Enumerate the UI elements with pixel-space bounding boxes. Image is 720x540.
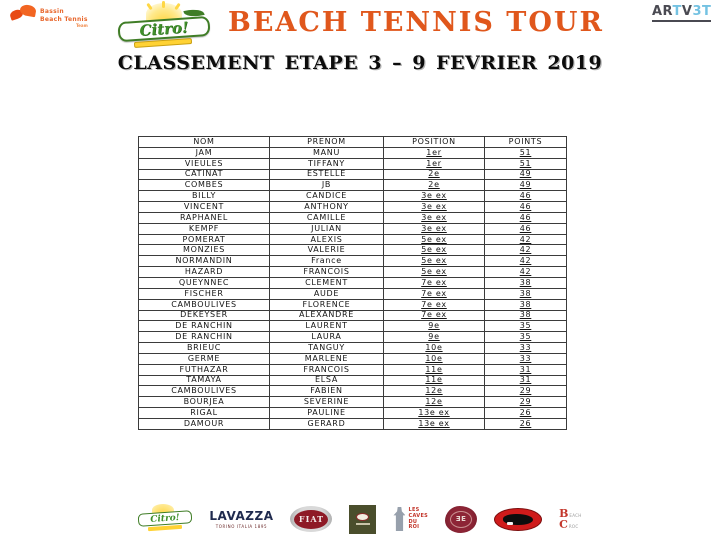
- cell-points: 35: [485, 332, 567, 343]
- cell-points: 33: [485, 353, 567, 364]
- cell-nom: DEKEYSER: [139, 310, 270, 321]
- sponsor-red-oval-boar-logo: [494, 508, 542, 531]
- cell-points: 42: [485, 256, 567, 267]
- cell-nom: COMBES: [139, 180, 270, 191]
- cell-nom: BOURJEA: [139, 397, 270, 408]
- cell-position: 11e: [384, 375, 485, 386]
- citro-wordmark: Citro!: [150, 512, 181, 525]
- cell-prenom: FRANCOIS: [270, 364, 384, 375]
- table-row: [139, 147, 567, 158]
- cell-prenom: TANGUY: [270, 343, 384, 354]
- table-row: [139, 202, 567, 213]
- cell-nom: BILLY: [139, 191, 270, 202]
- table-row: [139, 158, 567, 169]
- column-header-prenom: PRENOM: [270, 137, 384, 148]
- table-row: [139, 256, 567, 267]
- cell-prenom: CAMILLE: [270, 212, 384, 223]
- cell-prenom: VALERIE: [270, 245, 384, 256]
- cell-points: 29: [485, 386, 567, 397]
- cell-points: 46: [485, 223, 567, 234]
- cell-position: 2e: [384, 169, 485, 180]
- cell-prenom: MANU: [270, 147, 384, 158]
- sun-ray-icon: [162, 1, 165, 8]
- cell-nom: GERME: [139, 353, 270, 364]
- table-row: [139, 299, 567, 310]
- cell-prenom: ELSA: [270, 375, 384, 386]
- cell-nom: VINCENT: [139, 202, 270, 213]
- club-logo-line1: Bassin: [40, 8, 64, 15]
- bc-letter-b: B: [559, 507, 569, 520]
- cell-nom: MONZIES: [139, 245, 270, 256]
- cell-points: 38: [485, 288, 567, 299]
- cell-position: 13e ex: [384, 408, 485, 419]
- sponsor-fiat-logo: [290, 506, 332, 532]
- table-row: [139, 364, 567, 375]
- cell-nom: CAMBOULIVES: [139, 386, 270, 397]
- cell-prenom: PAULINE: [270, 408, 384, 419]
- table-row: [139, 288, 567, 299]
- cell-points: 26: [485, 408, 567, 419]
- bc-small-text: ROC: [568, 524, 579, 529]
- cell-prenom: CLEMENT: [270, 277, 384, 288]
- cell-nom: CAMBOULIVES: [139, 299, 270, 310]
- cell-nom: KEMPF: [139, 223, 270, 234]
- club-logo-text: [40, 8, 88, 28]
- table-row: [139, 321, 567, 332]
- olive-emblem-icon: [356, 513, 369, 521]
- tower-icon: [393, 507, 405, 531]
- artvbt-seg: AR: [652, 4, 673, 19]
- lavazza-wordmark: LAVAZZA: [209, 508, 274, 524]
- table-row: [139, 245, 567, 256]
- artvbt-seg: T: [701, 4, 712, 19]
- cell-position: 7e ex: [384, 299, 485, 310]
- cell-nom: CATINAT: [139, 169, 270, 180]
- cell-position: 10e: [384, 353, 485, 364]
- cell-prenom: France: [270, 256, 384, 267]
- column-header-position: POSITION: [384, 137, 485, 148]
- citro-tagline-strip: [148, 525, 182, 531]
- cell-position: 3e ex: [384, 212, 485, 223]
- club-logo: [8, 4, 118, 34]
- cell-position: 7e ex: [384, 310, 485, 321]
- column-header-nom: NOM: [139, 137, 270, 148]
- cell-position: 5e ex: [384, 267, 485, 278]
- cell-nom: DE RANCHIN: [139, 321, 270, 332]
- cell-prenom: AUDE: [270, 288, 384, 299]
- bc-letter-c: C: [559, 518, 568, 531]
- table-row: [139, 169, 567, 180]
- cell-nom: RIGAL: [139, 408, 270, 419]
- table-row: [139, 397, 567, 408]
- cell-nom: FISCHER: [139, 288, 270, 299]
- cell-position: 11e: [384, 364, 485, 375]
- cell-points: 31: [485, 364, 567, 375]
- cell-position: 9e: [384, 321, 485, 332]
- cell-points: 51: [485, 147, 567, 158]
- tour-title: BEACH TENNIS TOUR: [228, 7, 604, 38]
- caves-text: [408, 508, 428, 531]
- bc-small-text: EACH: [569, 513, 582, 518]
- table-row: [139, 408, 567, 419]
- sponsor-olive-square-logo: [349, 505, 376, 534]
- cell-points: 46: [485, 212, 567, 223]
- caves-line1: LES: [408, 507, 420, 513]
- table-row: [139, 212, 567, 223]
- cell-points: 49: [485, 169, 567, 180]
- cell-position: 1er: [384, 147, 485, 158]
- cell-nom: VIEULES: [139, 158, 270, 169]
- cell-points: 46: [485, 191, 567, 202]
- cell-points: 42: [485, 267, 567, 278]
- cell-points: 38: [485, 299, 567, 310]
- table-row: [139, 310, 567, 321]
- cell-nom: RAPHANEL: [139, 212, 270, 223]
- olive-logo-text-line: [356, 523, 370, 525]
- cell-prenom: LAURA: [270, 332, 384, 343]
- sponsor-bc-text-logo: [559, 508, 582, 530]
- artvbt-seg: V: [681, 4, 693, 19]
- sponsor-citro-logo: [138, 504, 192, 534]
- cell-points: 31: [485, 375, 567, 386]
- cell-prenom: SEVERINE: [270, 397, 384, 408]
- cell-position: 5e ex: [384, 245, 485, 256]
- cell-points: 38: [485, 310, 567, 321]
- citro-banner: [117, 16, 210, 42]
- sponsors-strip: [0, 500, 720, 538]
- table-row: [139, 277, 567, 288]
- table-header-row: [139, 137, 567, 148]
- cell-nom: HAZARD: [139, 267, 270, 278]
- ranking-table-container: [138, 136, 566, 430]
- cell-nom: JAM: [139, 147, 270, 158]
- table-row: [139, 223, 567, 234]
- cell-prenom: JB: [270, 180, 384, 191]
- citro-wordmark: Citro!: [138, 18, 190, 40]
- fiat-wordmark: FIAT: [294, 510, 328, 529]
- cell-nom: TAMAYA: [139, 375, 270, 386]
- cell-position: 1er: [384, 158, 485, 169]
- cell-nom: POMERAT: [139, 234, 270, 245]
- artvbt-seg: 3: [692, 4, 702, 19]
- club-logo-line2: Beach Tennis: [40, 15, 88, 23]
- cell-prenom: ANTHONY: [270, 202, 384, 213]
- cell-prenom: GERARD: [270, 418, 384, 429]
- cell-prenom: FABIEN: [270, 386, 384, 397]
- caves-line4: ROI: [408, 524, 420, 531]
- cell-points: 26: [485, 418, 567, 429]
- club-logo-line3: Team: [75, 23, 88, 28]
- table-row: [139, 343, 567, 354]
- citro-logo: [116, 3, 218, 49]
- table-row: [139, 180, 567, 191]
- cell-position: 12e: [384, 397, 485, 408]
- caves-line2: CAVES: [408, 512, 429, 519]
- cell-position: 13e ex: [384, 418, 485, 429]
- page-title: CLASSEMENT ETAPE 3 – 9 FEVRIER 2019: [117, 52, 603, 74]
- cell-prenom: ESTELLE: [270, 169, 384, 180]
- cell-prenom: ALEXANDRE: [270, 310, 384, 321]
- cell-points: 29: [485, 397, 567, 408]
- cell-prenom: MARLENE: [270, 353, 384, 364]
- cell-prenom: FLORENCE: [270, 299, 384, 310]
- cell-nom: QUEYNNEC: [139, 277, 270, 288]
- ranking-table: [138, 136, 567, 430]
- seal-monogram: ƎE: [450, 511, 472, 528]
- cell-nom: NORMANDIN: [139, 256, 270, 267]
- table-row: [139, 191, 567, 202]
- table-row: [139, 353, 567, 364]
- cell-position: 7e ex: [384, 288, 485, 299]
- boar-logo-text: [507, 522, 513, 525]
- cell-points: 49: [485, 180, 567, 191]
- cell-points: 46: [485, 202, 567, 213]
- artvbt-logo: [652, 4, 711, 22]
- cell-position: 3e ex: [384, 202, 485, 213]
- caves-line3: DU: [408, 518, 418, 525]
- cell-prenom: ALEXIS: [270, 234, 384, 245]
- cell-position: 2e: [384, 180, 485, 191]
- cell-position: 3e ex: [384, 223, 485, 234]
- cell-prenom: LAURENT: [270, 321, 384, 332]
- sponsor-les-caves-du-roi-logo: [393, 507, 428, 531]
- cell-position: 7e ex: [384, 277, 485, 288]
- sponsor-wax-seal-logo: [445, 506, 477, 533]
- cell-position: 9e: [384, 332, 485, 343]
- cell-nom: DAMOUR: [139, 418, 270, 429]
- table-row: [139, 267, 567, 278]
- table-row: [139, 386, 567, 397]
- artvbt-seg: T: [672, 4, 682, 19]
- cell-nom: DE RANCHIN: [139, 332, 270, 343]
- citro-banner: [138, 510, 193, 527]
- cell-prenom: JULIAN: [270, 223, 384, 234]
- lavazza-subtext: TORINO ITALIA 1895: [215, 524, 268, 529]
- cell-prenom: FRANCOIS: [270, 267, 384, 278]
- cell-position: 5e ex: [384, 256, 485, 267]
- cell-position: 5e ex: [384, 234, 485, 245]
- cell-points: 33: [485, 343, 567, 354]
- cell-nom: BRIEUC: [139, 343, 270, 354]
- cell-prenom: CANDICE: [270, 191, 384, 202]
- cell-points: 35: [485, 321, 567, 332]
- cell-nom: FUTHAZAR: [139, 364, 270, 375]
- cell-points: 42: [485, 245, 567, 256]
- sponsor-lavazza-logo: [209, 509, 273, 529]
- cell-position: 12e: [384, 386, 485, 397]
- table-row: [139, 332, 567, 343]
- table-row: [139, 375, 567, 386]
- cell-points: 42: [485, 234, 567, 245]
- cell-points: 51: [485, 158, 567, 169]
- cell-position: 10e: [384, 343, 485, 354]
- cell-points: 38: [485, 277, 567, 288]
- table-row: [139, 418, 567, 429]
- table-row: [139, 234, 567, 245]
- cell-prenom: TIFFANY: [270, 158, 384, 169]
- column-header-points: POINTS: [485, 137, 567, 148]
- cell-position: 3e ex: [384, 191, 485, 202]
